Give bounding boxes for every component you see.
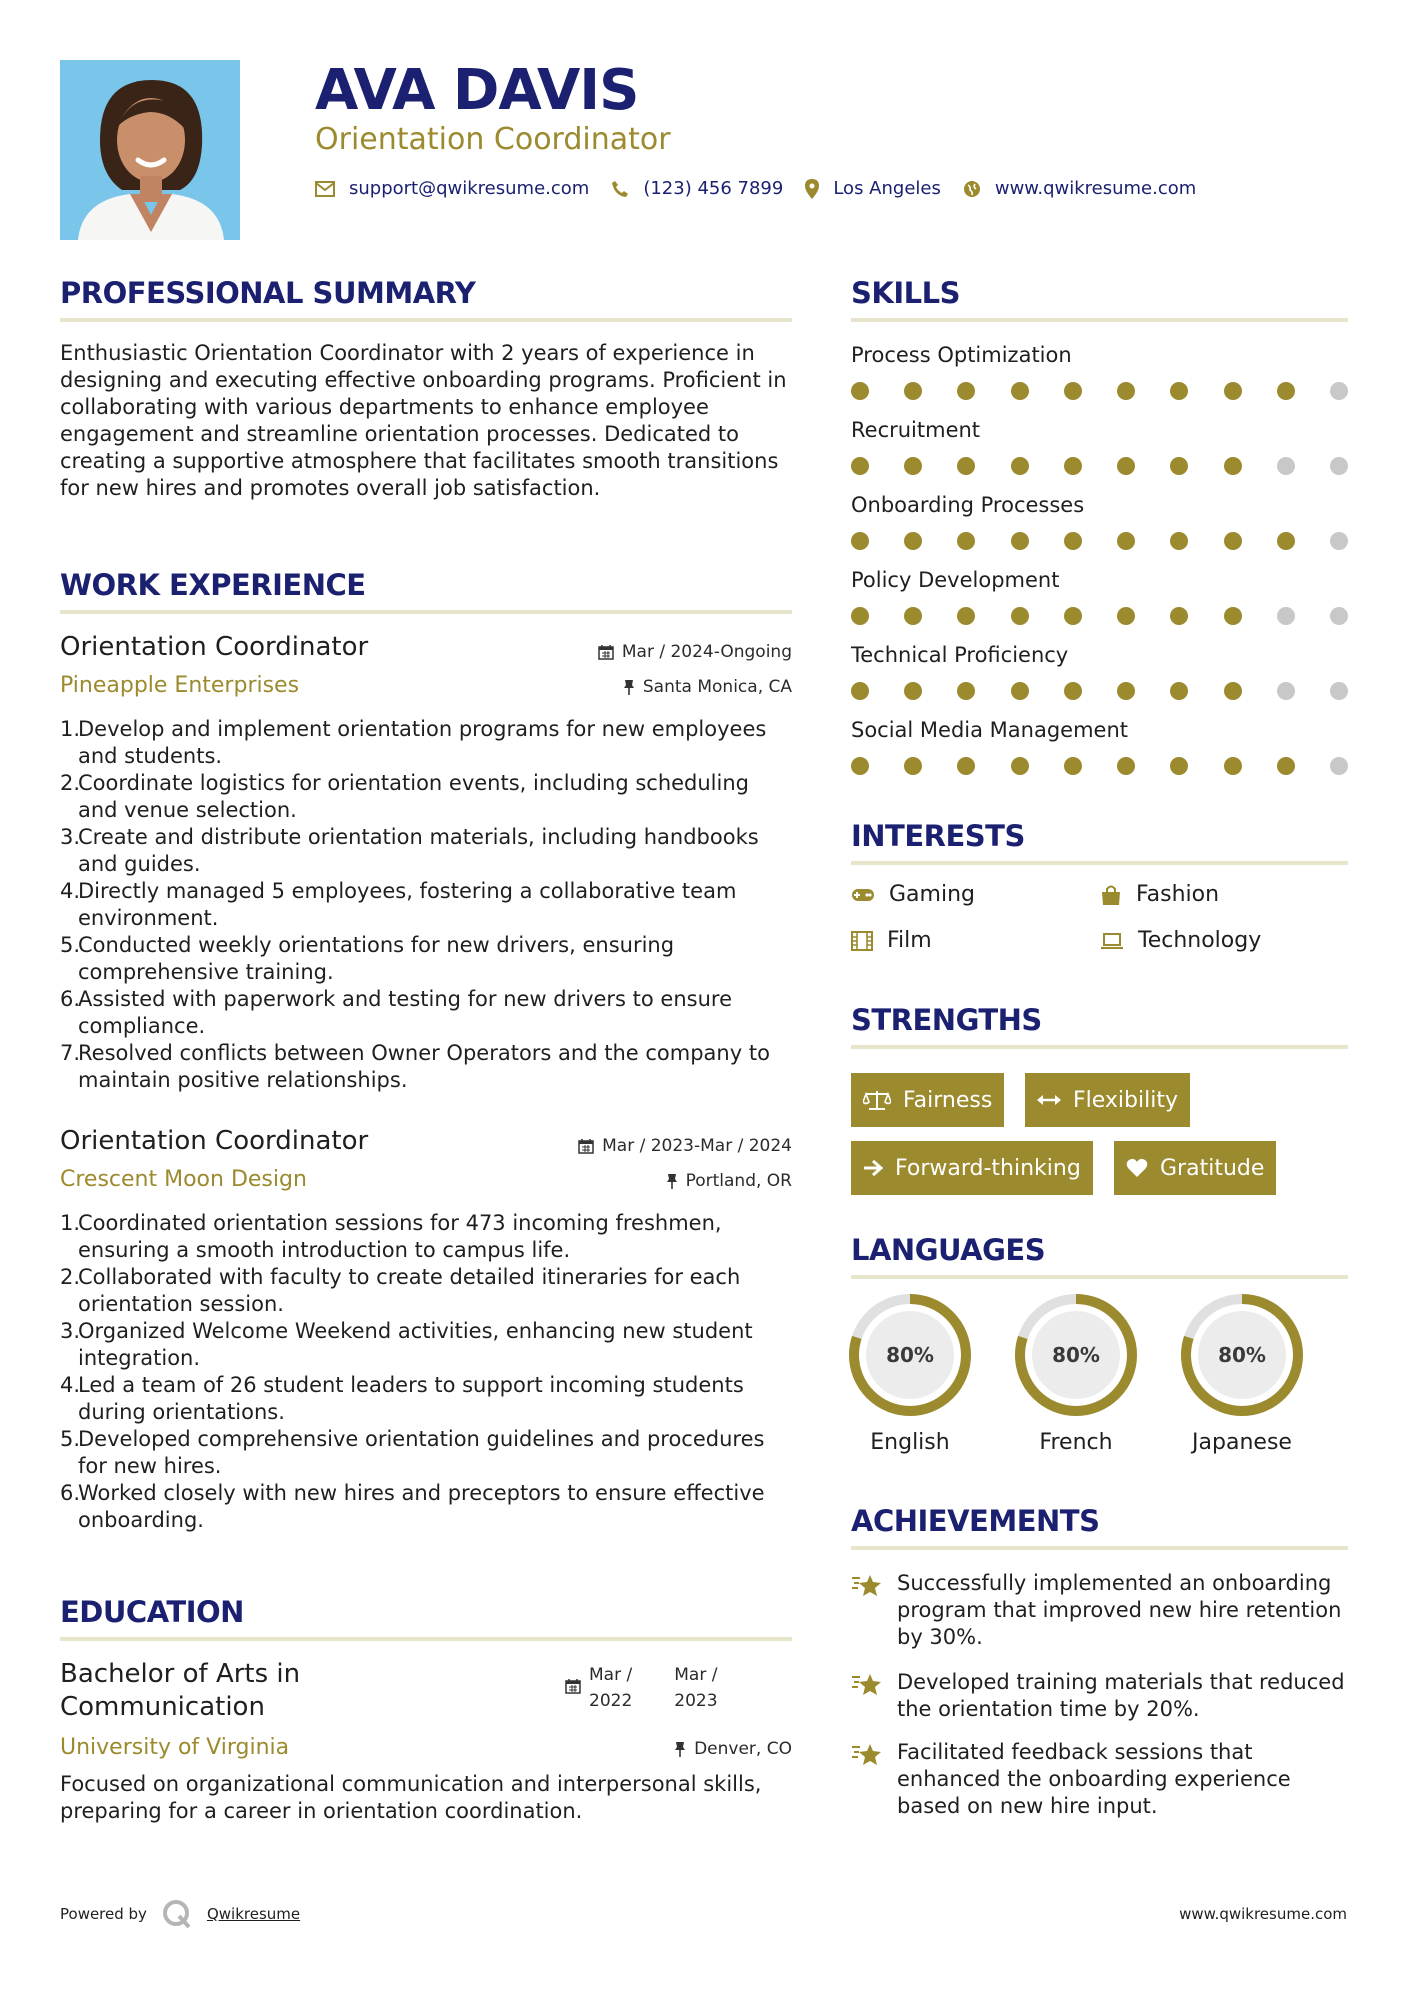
skill-dot (1170, 457, 1188, 475)
contact-phone[interactable] (611, 178, 783, 199)
skill-dot (1330, 457, 1348, 475)
interest-item (851, 928, 932, 953)
interest-label: Technology (1138, 928, 1262, 953)
envelope-icon (315, 181, 335, 197)
strength-label: Forward-thinking (895, 1155, 1081, 1181)
gamepad-icon (851, 887, 875, 903)
skill-dot (1011, 757, 1029, 775)
list-item: 1. Develop and implement orientation programs for new employees and students. (60, 717, 767, 768)
arrow-right-icon (863, 1159, 883, 1177)
skill-dot (1170, 382, 1188, 400)
strength-badge (1114, 1141, 1276, 1195)
skill-dot (1011, 532, 1029, 550)
achievements-divider (851, 1546, 1348, 1550)
calendar-icon (578, 1138, 594, 1154)
list-item: 5. Conducted weekly orientations for new drivers, ensuring comprehensive training. (60, 933, 675, 984)
skill-dot (1064, 457, 1082, 475)
skill-dot (1330, 757, 1348, 775)
film-icon (851, 931, 873, 951)
list-item: 3. Organized Welcome Weekend activities, enhancing new student integration. (60, 1319, 753, 1370)
degree-line: Bachelor of Arts in (60, 1659, 301, 1689)
job-dates-text: Mar / 2023-Mar / 2024 (602, 1136, 792, 1156)
skill-dot (1330, 382, 1348, 400)
skills-heading: SKILLS (851, 276, 960, 310)
calendar-icon (598, 644, 614, 660)
skill-dot (1064, 607, 1082, 625)
language-percent: 80% (1052, 1343, 1100, 1367)
arrows-horizontal-icon (1037, 1093, 1061, 1107)
job-dates (598, 642, 792, 662)
strength-badge (851, 1073, 1004, 1127)
skill-dot (1011, 682, 1029, 700)
skill-dot (1277, 532, 1295, 550)
profile-photo (60, 60, 240, 240)
job-dates-text: Mar / 2024-Ongoing (621, 642, 792, 662)
skill-rating (851, 607, 1348, 627)
interests-divider (851, 861, 1348, 865)
skill-dot (1330, 532, 1348, 550)
skill-dot (1117, 382, 1135, 400)
strengths-heading: STRENGTHS (851, 1003, 1042, 1037)
skill-dot (1117, 607, 1135, 625)
skill-dot (1277, 607, 1295, 625)
skill-dot (957, 382, 975, 400)
contact-website[interactable] (963, 178, 1196, 199)
skill-dot (851, 382, 869, 400)
degree-title (60, 1658, 300, 1724)
skill-dot (1170, 682, 1188, 700)
contact-location (805, 178, 941, 199)
powered-by-text: Powered by (60, 1905, 147, 1923)
shopping-bag-icon (1100, 884, 1122, 906)
skill-rating (851, 757, 1348, 777)
shooting-star-icon (851, 1572, 883, 1598)
experience-heading: WORK EXPERIENCE (60, 568, 366, 602)
strength-label: Fairness (903, 1087, 993, 1113)
skill-rating (851, 382, 1348, 402)
languages-divider (851, 1275, 1348, 1279)
footer-website[interactable]: www.qwikresume.com (1179, 1905, 1347, 1923)
skill-dot (1117, 682, 1135, 700)
skill-rating (851, 682, 1348, 702)
skill-dot (1117, 757, 1135, 775)
education-heading: EDUCATION (60, 1595, 244, 1629)
interest-item (851, 882, 975, 907)
skill-dot (1117, 457, 1135, 475)
phone-icon (611, 180, 629, 198)
language-name: French (1039, 1430, 1113, 1455)
skill-dot (1224, 382, 1242, 400)
language-percent: 80% (1218, 1343, 1266, 1367)
skill-dot (1277, 757, 1295, 775)
skill-dot (904, 607, 922, 625)
skill-dot (1064, 382, 1082, 400)
heart-icon (1126, 1158, 1148, 1178)
list-item: 4. Directly managed 5 employees, fostering a collaborative team environment. (60, 879, 737, 930)
list-item: 7. Resolved conflicts between Owner Operators and the company to maintain positive relationships. (60, 1041, 770, 1092)
job-dates (578, 1136, 792, 1156)
language-name: English (870, 1430, 950, 1455)
strengths-divider (851, 1045, 1348, 1049)
language-percent: 80% (886, 1343, 934, 1367)
skill-dot (851, 607, 869, 625)
achievements-heading: ACHIEVEMENTS (851, 1504, 1100, 1538)
job-duties-list (60, 1210, 795, 1534)
interest-label: Gaming (889, 882, 975, 907)
list-item: 6. Assisted with paperwork and testing for new drivers to ensure compliance. (60, 987, 733, 1038)
skill-dot (1170, 757, 1188, 775)
skill-dot (1224, 532, 1242, 550)
skill-dot (1330, 607, 1348, 625)
education-divider (60, 1637, 792, 1641)
email-text: support@qwikresume.com (349, 178, 590, 199)
achievement-item: Successfully implemented an onboarding program that improved new hire retention by 30%. (851, 1570, 1348, 1651)
language-ring (1181, 1294, 1303, 1416)
balance-scale-icon (863, 1089, 891, 1111)
language-gauge (1015, 1294, 1137, 1420)
skill-dot (957, 682, 975, 700)
job-title: Orientation Coordinator (60, 632, 369, 662)
list-item: 6. Worked closely with new hires and preceptors to ensure effective onboarding. (60, 1481, 765, 1532)
skill-dot (1064, 757, 1082, 775)
education-description: Focused on organizational communication and interpersonal skills, preparing for a career in orientation coordination. (60, 1772, 762, 1823)
skill-dot (957, 757, 975, 775)
language-name: Japanese (1192, 1430, 1292, 1455)
contact-email[interactable] (315, 178, 589, 199)
skill-dot (1277, 457, 1295, 475)
skill-dot (904, 682, 922, 700)
education-end: Mar / 2023 (674, 1665, 718, 1711)
skill-dot (1011, 457, 1029, 475)
achievement-item: Developed training materials that reduced the orientation time by 20%. (851, 1669, 1348, 1723)
skill-dot (1064, 682, 1082, 700)
contact-bar (315, 178, 1218, 199)
job-duties-list (60, 716, 795, 1094)
strength-badge (851, 1141, 1093, 1195)
languages-heading: LANGUAGES (851, 1233, 1046, 1267)
skill-dot (904, 382, 922, 400)
summary-text: Enthusiastic Orientation Coordinator with 2 years of experience in designing and executing effective onboarding programs. Proficient in collaborating with various departments to enhance employee engagement and streamline orientation processes. Dedicated to creating a supportive atmosphere that facilitates smooth transitions for new hires and promotes overall job satisfaction. (60, 341, 787, 500)
skill-dot (1064, 532, 1082, 550)
job-company: Pineapple Enterprises (60, 673, 300, 698)
language-ring (849, 1294, 971, 1416)
calendar-icon (565, 1678, 581, 1694)
skill-dot (957, 457, 975, 475)
interest-label: Fashion (1136, 882, 1220, 907)
skill-rating (851, 457, 1348, 477)
skill-dot (851, 757, 869, 775)
skill-dot (1277, 682, 1295, 700)
website-text: www.qwikresume.com (994, 178, 1197, 199)
skill-dot (904, 457, 922, 475)
shooting-star-icon (851, 1741, 883, 1767)
strength-badge (1025, 1073, 1190, 1127)
phone-text: (123) 456 7899 (643, 178, 784, 199)
list-item: 1. Coordinated orientation sessions for 473 incoming freshmen, ensuring a smooth introduction to campus life. (60, 1211, 722, 1262)
language-gauge (1181, 1294, 1303, 1420)
achievement-item: Facilitated feedback sessions that enhanced the onboarding experience based on new hire input. (851, 1739, 1348, 1820)
skill-dot (1011, 607, 1029, 625)
strength-label: Flexibility (1073, 1087, 1178, 1113)
job-location (623, 677, 792, 697)
interest-item (1100, 928, 1261, 953)
interest-label: Film (887, 928, 932, 953)
list-item: 3. Create and distribute orientation materials, including handbooks and guides. (60, 825, 759, 876)
qwikresume-link[interactable]: Qwikresume (206, 1905, 301, 1923)
education-start: Mar / 2022 (589, 1665, 633, 1711)
skill-name: Recruitment (851, 418, 981, 442)
job-location-text: Santa Monica, CA (642, 677, 792, 697)
summary-divider (60, 318, 792, 322)
list-item: 2. Coordinate logistics for orientation events, including scheduling and venue selection. (60, 771, 749, 822)
candidate-name: AVA DAVIS (315, 58, 639, 123)
skill-dot (904, 532, 922, 550)
skill-rating (851, 532, 1348, 552)
footer-powered-by (60, 1898, 300, 1930)
skill-dot (957, 607, 975, 625)
interests-heading: INTERESTS (851, 819, 1025, 853)
degree-line: Communication (60, 1692, 265, 1722)
education-location (674, 1739, 792, 1759)
qwikresume-logo-icon (161, 1898, 193, 1930)
map-marker-icon (805, 179, 819, 199)
shooting-star-icon (851, 1671, 883, 1697)
skill-dot (1011, 382, 1029, 400)
language-ring (1015, 1294, 1137, 1416)
job-location (666, 1171, 792, 1191)
pin-icon (623, 679, 635, 695)
skill-dot (851, 457, 869, 475)
skill-dot (1330, 682, 1348, 700)
job-location-text: Portland, OR (685, 1171, 792, 1191)
skill-name: Process Optimization (851, 343, 1072, 367)
list-item: 2. Collaborated with faculty to create detailed itineraries for each orientation session. (60, 1265, 741, 1316)
skill-dot (1224, 607, 1242, 625)
list-item: 4. Led a team of 26 student leaders to support incoming students during orientations. (60, 1373, 744, 1424)
skill-dot (1170, 532, 1188, 550)
language-gauge (849, 1294, 971, 1420)
interest-item (1100, 882, 1219, 907)
skill-dot (1277, 382, 1295, 400)
skill-dot (1224, 757, 1242, 775)
job-title: Orientation Coordinator (60, 1126, 369, 1156)
job-company: Crescent Moon Design (60, 1167, 307, 1192)
education-dates (565, 1662, 718, 1714)
school-name: University of Virginia (60, 1735, 290, 1760)
education-location-text: Denver, CO (694, 1739, 792, 1759)
skill-dot (957, 532, 975, 550)
pin-icon (666, 1173, 678, 1189)
skill-dot (1170, 607, 1188, 625)
skill-dot (1224, 457, 1242, 475)
strength-label: Gratitude (1160, 1155, 1265, 1181)
skills-divider (851, 318, 1348, 322)
skill-name: Policy Development (851, 568, 1060, 592)
skill-dot (904, 757, 922, 775)
summary-heading: PROFESSIONAL SUMMARY (60, 276, 476, 310)
candidate-title: Orientation Coordinator (315, 122, 671, 157)
skill-name: Technical Proficiency (851, 643, 1069, 667)
skill-dot (1117, 532, 1135, 550)
pin-icon (674, 1741, 686, 1757)
skill-name: Onboarding Processes (851, 493, 1085, 517)
skill-name: Social Media Management (851, 718, 1129, 742)
location-text: Los Angeles (833, 178, 941, 199)
experience-divider (60, 610, 792, 614)
skill-dot (851, 682, 869, 700)
skill-dot (851, 532, 869, 550)
globe-icon (963, 180, 981, 198)
laptop-icon (1100, 932, 1124, 950)
list-item: 5. Developed comprehensive orientation guidelines and procedures for new hires. (60, 1427, 765, 1478)
skill-dot (1224, 682, 1242, 700)
